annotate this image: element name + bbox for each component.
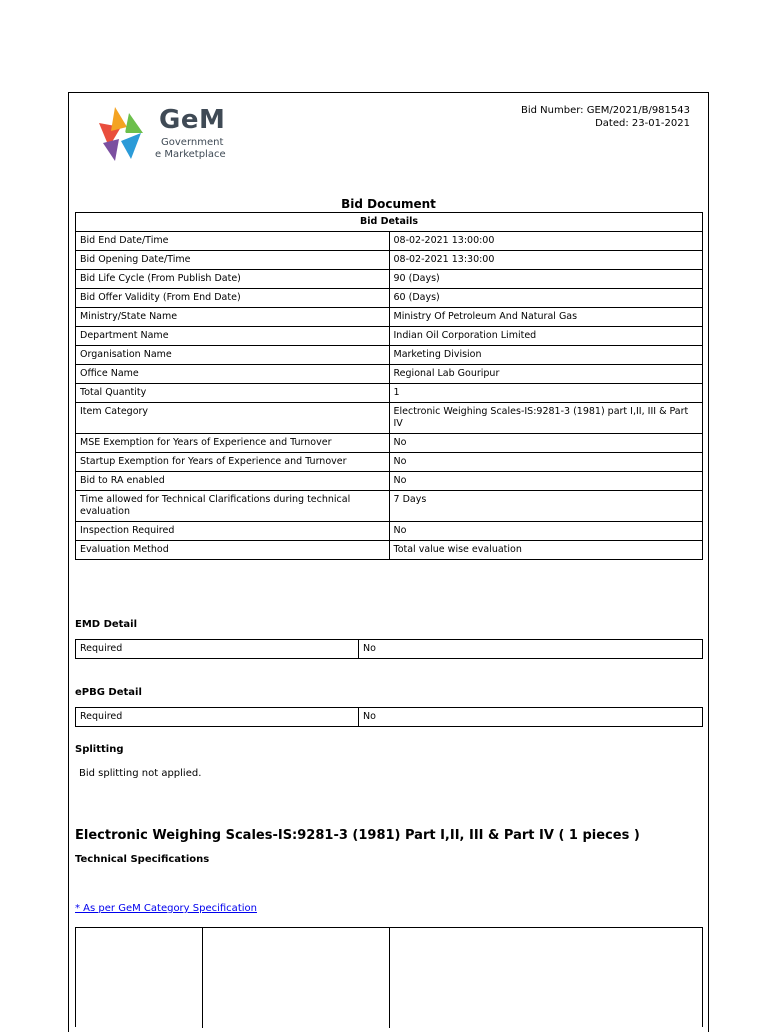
spec-table (75, 927, 703, 1027)
bid-detail-label: Startup Exemption for Years of Experience and Turnover (76, 453, 390, 472)
bid-detail-label: Ministry/State Name (76, 308, 390, 327)
bid-detail-label: Bid Opening Date/Time (76, 251, 390, 270)
emd-label: Required (76, 640, 359, 659)
table-row (76, 232, 703, 251)
table-row (76, 491, 703, 522)
emd-table (75, 639, 703, 659)
bid-detail-label: MSE Exemption for Years of Experience and Turnover (76, 434, 390, 453)
gem-marketplace-text: e Marketplace (155, 149, 226, 160)
bid-details-rows (76, 232, 703, 560)
spec-divider (202, 928, 203, 1028)
spec-divider (389, 928, 390, 1028)
epbg-table (75, 707, 703, 727)
bid-number: Bid Number: GEM/2021/B/981543 (521, 105, 690, 116)
document-title: Bid Document (341, 197, 436, 211)
bid-detail-label: Evaluation Method (76, 541, 390, 560)
bid-detail-value: 08-02-2021 13:30:00 (389, 251, 703, 270)
bid-detail-value: 7 Days (389, 491, 703, 522)
bid-detail-label: Bid to RA enabled (76, 472, 390, 491)
table-row (76, 453, 703, 472)
table-row (76, 270, 703, 289)
bid-detail-label: Total Quantity (76, 384, 390, 403)
bid-detail-label: Bid Life Cycle (From Publish Date) (76, 270, 390, 289)
epbg-heading: ePBG Detail (75, 687, 142, 698)
bid-detail-label: Bid End Date/Time (76, 232, 390, 251)
gem-logo (91, 103, 241, 165)
gem-star-icon (91, 103, 153, 165)
bid-detail-label: Organisation Name (76, 346, 390, 365)
bid-detail-value: No (389, 453, 703, 472)
table-row (76, 384, 703, 403)
table-row (76, 289, 703, 308)
table-row (76, 708, 703, 727)
gem-category-spec-link[interactable]: * As per GeM Category Specification (75, 903, 257, 914)
bid-detail-label: Inspection Required (76, 522, 390, 541)
bid-date: Dated: 23-01-2021 (595, 118, 690, 129)
bid-detail-value: Marketing Division (389, 346, 703, 365)
table-row (76, 472, 703, 491)
table-row (76, 327, 703, 346)
tech-spec-heading: Technical Specifications (75, 854, 210, 865)
bid-detail-value: No (389, 472, 703, 491)
table-row (76, 541, 703, 560)
bid-detail-value: Regional Lab Gouripur (389, 365, 703, 384)
bid-detail-label: Bid Offer Validity (From End Date) (76, 289, 390, 308)
bid-detail-label: Department Name (76, 327, 390, 346)
table-row (76, 640, 703, 659)
table-row (76, 403, 703, 434)
bid-detail-value: 1 (389, 384, 703, 403)
table-row (76, 251, 703, 270)
bid-detail-value: No (389, 434, 703, 453)
bid-detail-value: No (389, 522, 703, 541)
bid-detail-label: Time allowed for Technical Clarifications during technical evaluation (76, 491, 390, 522)
bid-detail-value: Ministry Of Petroleum And Natural Gas (389, 308, 703, 327)
bid-detail-value: Electronic Weighing Scales-IS:9281-3 (1981) part I,II, III & Part IV (389, 403, 703, 434)
bid-detail-value: 08-02-2021 13:00:00 (389, 232, 703, 251)
emd-heading: EMD Detail (75, 619, 138, 630)
gem-brand-text: GeM (159, 105, 226, 135)
bid-detail-value: Total value wise evaluation (389, 541, 703, 560)
emd-value: No (359, 640, 703, 659)
bid-number-block (521, 104, 690, 130)
table-row (76, 365, 703, 384)
epbg-value: No (359, 708, 703, 727)
bid-details-heading: Bid Details (76, 213, 703, 232)
gem-government-text: Government (161, 137, 224, 148)
bid-detail-value: 60 (Days) (389, 289, 703, 308)
bid-detail-value: 90 (Days) (389, 270, 703, 289)
splitting-heading: Splitting (75, 744, 124, 755)
table-row (76, 308, 703, 327)
epbg-label: Required (76, 708, 359, 727)
product-title: Electronic Weighing Scales-IS:9281-3 (1981) Part I,II, III & Part IV ( 1 pieces ) (75, 828, 640, 843)
table-row (76, 346, 703, 365)
table-row (76, 522, 703, 541)
table-row (76, 434, 703, 453)
bid-details-table (75, 212, 703, 560)
splitting-text: Bid splitting not applied. (79, 768, 202, 779)
bid-detail-value: Indian Oil Corporation Limited (389, 327, 703, 346)
bid-detail-label: Office Name (76, 365, 390, 384)
bid-detail-label: Item Category (76, 403, 390, 434)
